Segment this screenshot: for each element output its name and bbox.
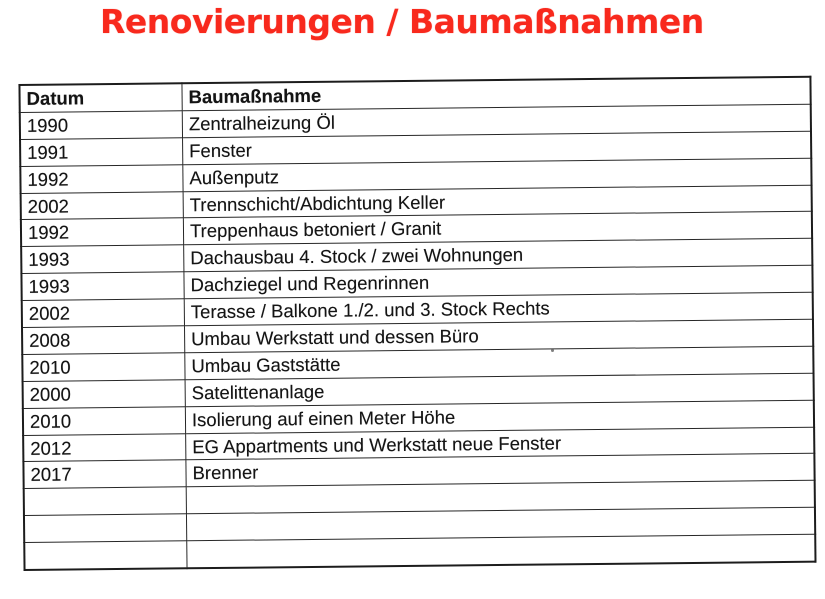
cell-datum: 2010	[23, 406, 186, 435]
cell-datum	[24, 541, 187, 570]
cell-baumassnahme: Terasse / Balkone 1./2. und 3. Stock Rechts	[184, 292, 813, 325]
page-title: Renovierungen / Baumaßnahmen	[100, 2, 704, 41]
cell-baumassnahme	[187, 534, 816, 568]
renovations-table	[18, 76, 816, 571]
cell-baumassnahme: Fenster	[183, 131, 812, 164]
cell-datum: 2002	[21, 191, 184, 220]
cell-baumassnahme: Dachausbau 4. Stock / zwei Wohnungen	[184, 239, 813, 272]
cell-baumassnahme: Brenner	[186, 454, 815, 487]
cell-datum: 1993	[21, 272, 184, 301]
cell-baumassnahme: Satelittenanlage	[185, 373, 814, 406]
cell-datum	[24, 514, 187, 543]
cell-baumassnahme: Trennschicht/Abdichtung Keller	[183, 185, 812, 218]
column-header-datum: Datum	[19, 83, 182, 112]
cell-datum: 2012	[23, 433, 186, 462]
cell-baumassnahme: Zentralheizung Öl	[182, 104, 811, 137]
cell-datum	[24, 487, 187, 516]
cell-datum: 2000	[23, 380, 186, 409]
renovations-table-wrap	[18, 76, 789, 571]
cell-datum: 2010	[22, 353, 185, 382]
cell-datum: 1992	[21, 218, 184, 247]
cell-datum: 1993	[21, 245, 184, 274]
cell-baumassnahme: EG Appartments und Werkstatt neue Fenster	[186, 427, 815, 460]
cell-datum: 2008	[22, 326, 185, 355]
cell-datum: 1991	[20, 138, 183, 167]
cell-datum: 1992	[20, 164, 183, 193]
cell-baumassnahme: Außenputz	[183, 158, 812, 191]
scan-speck-dot	[551, 349, 554, 352]
cell-datum: 1990	[20, 111, 183, 140]
cell-datum: 2002	[22, 299, 185, 328]
cell-baumassnahme: Umbau Gaststätte	[185, 346, 814, 379]
table-body	[20, 104, 816, 570]
cell-baumassnahme: Isolierung auf einen Meter Höhe	[185, 400, 814, 433]
cell-baumassnahme: Dachziegel und Regenrinnen	[184, 265, 813, 298]
column-header-baumassnahme: Baumaßnahme	[182, 77, 811, 111]
cell-baumassnahme: Umbau Werkstatt und dessen Büro	[184, 319, 813, 352]
cell-datum: 2017	[23, 460, 186, 489]
cell-baumassnahme: Treppenhaus betoniert / Granit	[183, 212, 812, 245]
